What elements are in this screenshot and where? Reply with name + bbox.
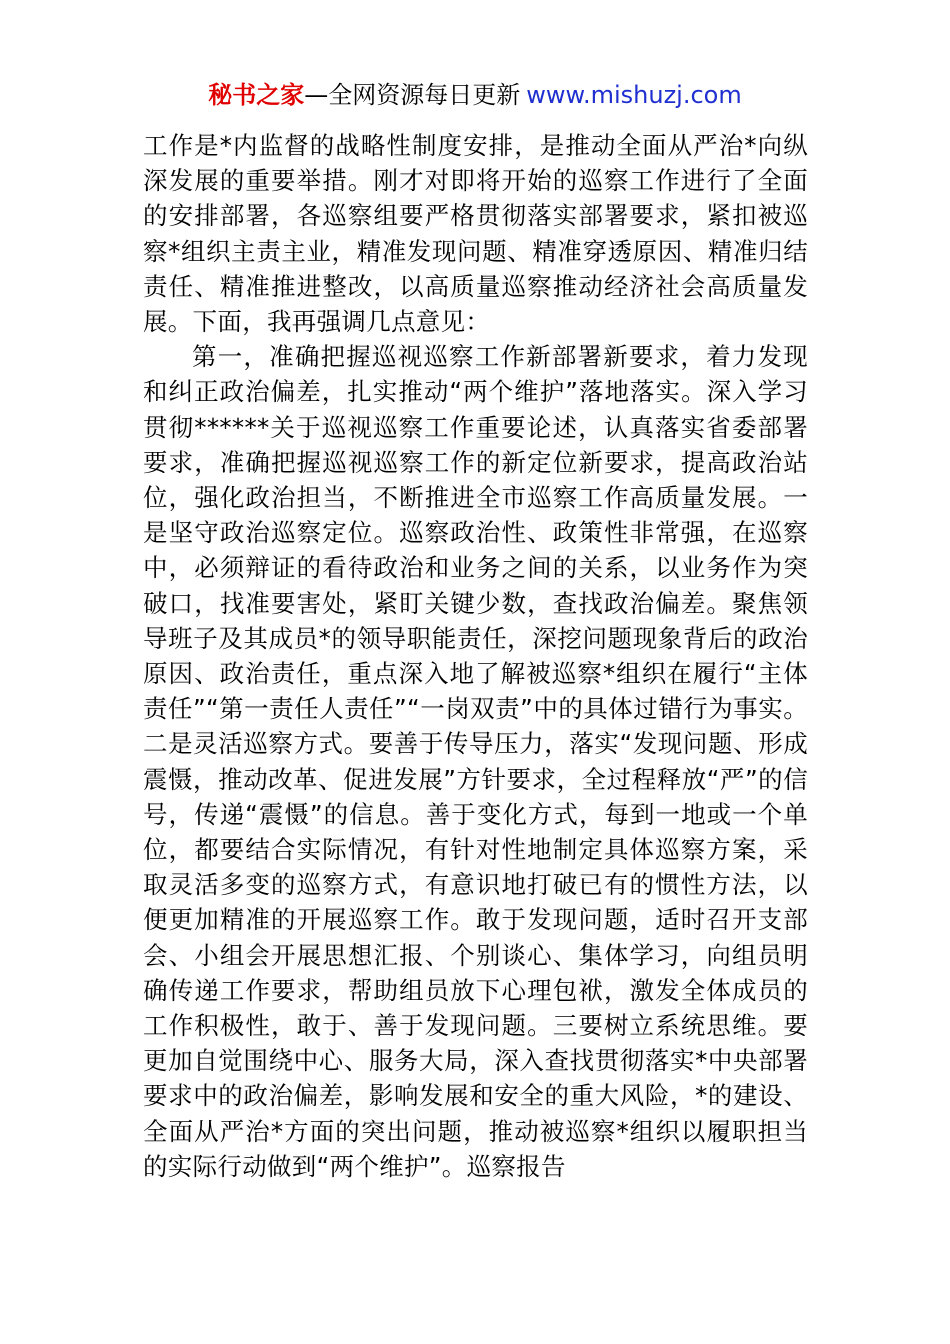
brand-name: 秘书之家 <box>208 81 305 109</box>
paragraph-point-one: 第一，准确把握巡视巡察工作新部署新要求，着力发现和纠正政治偏差，扎实推动“两个维护”落地落实。深入学习贯彻******关于巡视巡察工作重要论述，认真落实省委部署要求，准确把握巡视巡察工作的新定位新要求，提高政治站位，强化政治担当，不断推进全市巡察工作高质量发展。一是坚守政治巡察定位。巡察政治性、政策性非常强，在巡察中，必须辩证的看待政治和业务之间的关系，以业务作为突破口，找准要害处，紧盯关键少数，查找政治偏差。聚焦领导班子及其成员*的领导职能责任，深挖问题现象背后的政治原因、政治责任，重点深入地了解被巡察*组织在履行“主体责任”“第一责任人责任”“一岗双责”中的具体过错行为事实。二是灵活巡察方式。要善于传导压力，落实“发现问题、形成震慑，推动改革、促进发展”方针要求，全过程释放“严”的信号，传递“震慑”的信息。善于变化方式，每到一地或一个单位，都要结合实际情况，有针对性地制定具体巡察方案，采取灵活多变的巡察方式，有意识地打破已有的惯性方法，以便更加精准的开展巡察工作。敢于发现问题，适时召开支部会、小组会开展思想汇报、个别谈心、集体学习，向组员明确传递工作要求，帮助组员放下心理包袱，激发全体成员的工作积极性，敢于、善于发现问题。三要树立系统思维。要更加自觉围绕中心、服务大局，深入查找贯彻落实*中央部署要求中的政治偏差，影响发展和安全的重大风险，*的建设、全面从严治*方面的突出问题，推动被巡察*组织以履职担当的实际行动做到“两个维护”。巡察报告 <box>143 342 808 1181</box>
site-url-link[interactable]: www.mishuzj.com <box>526 81 742 109</box>
document-body <box>143 128 808 1184</box>
page-header <box>0 78 950 112</box>
header-slogan: —全网资源每日更新 <box>304 81 521 109</box>
paragraph-continuation: 工作是*内监督的战略性制度安排，是推动全面从严治*向纵深发展的重要举措。刚才对即将开始的巡察工作进行了全面的安排部署，各巡察组要严格贯彻落实部署要求，紧扣被巡察*组织主责主业，精准发现问题、精准穿透原因、精准归结责任、精准推进整改，以高质量巡察推动经济社会高质量发展。下面，我再强调几点意见： <box>143 131 808 337</box>
